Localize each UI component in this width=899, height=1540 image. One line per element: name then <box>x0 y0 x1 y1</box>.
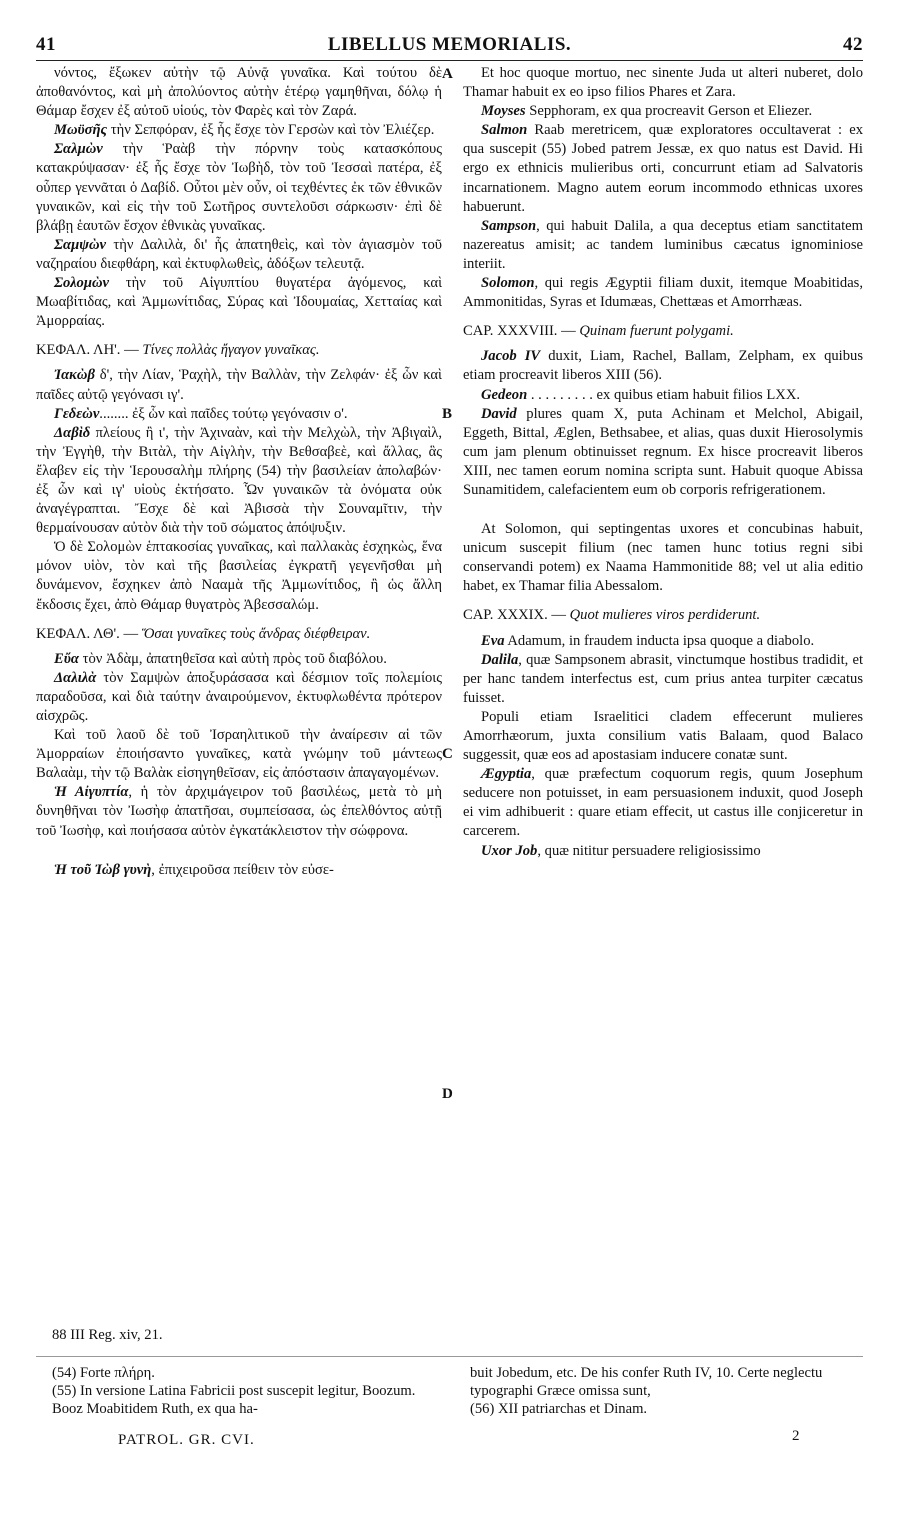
latin-paragraph: Moyses Sepphoram, ex qua procreavit Gerson et Eliezer. <box>481 103 813 120</box>
greek-section-39 <box>36 650 442 880</box>
greek-section-intro <box>36 64 442 331</box>
greek-paragraph: Καὶ τοῦ λαοῦ δὲ τοῦ Ἰσραηλιτικοῦ τὴν ἀναίρεσιν αἱ τῶν Ἀμορραίων ἐποιήσαντο γυναῖκες, κατὰ γνώμην τοῦ μάντεως Βαλαὰμ, τὴν τῷ Βαλὰκ εἰσηγηθεῖσαν, εἰς ἀπόστασιν ἀπαγαγομένων. <box>36 727 442 782</box>
footnote-reference: 88 III Reg. xiv, 21. <box>52 1327 163 1343</box>
signature-left: PATROL. GR. CVI. <box>118 1432 255 1448</box>
note-54: (54) Forte πλήρη. <box>52 1365 155 1381</box>
latin-paragraph: Uxor Job, quæ nititur persuadere religiosissimo <box>481 842 761 859</box>
latin-section-38 <box>463 347 863 596</box>
greek-paragraph: Ἡ τοῦ Ἰὼβ γυνὴ, ἐπιχειροῦσα πείθειν τὸν εὐσε- <box>54 861 334 878</box>
greek-paragraph: Ἡ Αἰγυπτία, ἡ τὸν ἀρχιμάγειρον τοῦ βασιλέως, μετὰ τὸ μὴ δυνηθῆναι τὸν Ἰωσὴφ ἀπατῆσαι, συμπείσασα, ὡς ἐπελθόντος αὐτῇ τοῦ Ἰωσὴφ, καὶ ποιήσασα αὐτὸν ἐγκατάκλειστον τὴν σώφρονα. <box>36 784 442 839</box>
greek-paragraph: Ἰακὼβ δ', τὴν Λίαν, Ῥαχὴλ, τὴν Βαλλὰν, τὴν Ζελφάν· ἐξ ὧν καὶ παῖδες αὐτῷ γεγόνασι ιγ'. <box>36 367 442 403</box>
section-marker-c: C <box>442 746 453 762</box>
latin-section-39 <box>463 632 863 861</box>
greek-section-38 <box>36 366 442 614</box>
note-55-continued: buit Jobedum, etc. De his confer Ruth IV, 10. Certe neglectu typographi Græce omissa sunt, <box>470 1365 823 1399</box>
greek-chapter-heading-38: ΚΕΦΑΛ. ΛΗ'. — Τίνες πολλὰς ἤγαγον γυναῖκας. <box>36 342 320 359</box>
notes-right <box>470 1364 865 1418</box>
latin-paragraph: Populi etiam Israelitici cladem effecerunt mulieres Amorrhæorum, juxta consilium vatis Balaam, quod Balaco suggessit, quæ eos ad apostasiam inducere conatæ sunt. <box>463 708 863 764</box>
latin-section-intro <box>463 64 863 312</box>
running-header <box>36 32 863 58</box>
latin-paragraph: Sampson, qui habuit Dalila, a qua deceptus etiam sanctitatem nazereatus amisit; ac tandem luminibus cæcatus ignominiose interiit. <box>463 217 863 272</box>
greek-paragraph: νόντος, ἔξωκεν αὐτὴν τῷ Αὐνᾷ γυναῖκα. Καὶ τούτου δὲ ἀποθανόντος, καὶ μὴ ἀπολύοντος αὐτὴν ἑτέρῳ γαμηθῆναι, δόλῳ ἡ Θάμαρ ἔσχεν ἐξ αὐτοῦ υἱούς, τὸν Φαρὲς καὶ τὸν Ζαρά. <box>36 65 442 120</box>
latin-paragraph: Jacob IV duxit, Liam, Rachel, Ballam, Zelpham, ex quibus etiam procreavit liberos XIII (56). <box>463 348 864 384</box>
notes-rule <box>36 1356 863 1357</box>
page-number-right: 42 <box>843 34 863 55</box>
greek-chapter-heading-39: ΚΕΦΑΛ. ΛΘ'. — Ὅσαι γυναῖκες τοὺς ἄνδρας διέφθειραν. <box>36 625 371 642</box>
running-title: LIBELLUS MEMORIALIS. <box>327 34 572 55</box>
latin-paragraph: Et hoc quoque mortuo, nec sinente Juda ut alteri nuberet, dolo Thamar habuit ex eo ipso filios Phares et Zara. <box>463 65 863 101</box>
greek-column <box>36 64 442 880</box>
latin-paragraph: David plures quam X, puta Achinam et Melchol, Abigail, Eggeth, Bittal, Æglen, Bethsabee, et alias, quas duxit Hierosolymis cum jam plenum obtinuisset regnum. Ex hisce procreavit liberos XIII, nec tamen eorum nomina scripta sunt. Habuit quoque Abissa Sunamitidem, calefacientem eum ob corporis refrigerationem. <box>463 405 863 498</box>
latin-chapter-heading-38: CAP. XXXVIII. — Quinam fuerunt polygami. <box>463 323 734 340</box>
latin-column <box>463 64 863 861</box>
greek-paragraph: Δαβὶδ πλείους ἢ ι', τὴν Ἀχιναὰν, καὶ τὴν Μελχὼλ, τὴν Ἀβιγαὶλ, τὴν Ἐγγὴθ, τὴν Βιτὰλ, τὴν Αἰγλὴν, τὴν Βεθσαβεὲ, καὶ ἄλλας, ἃς ἔλαβεν εἰς τὴν Ἱερουσαλὴμ πλήρης (54) τὴν βασιλείαν ἀπολαβών· ἐξ ὧν καὶ ιγ' υἱοὺς ἐκτήσατο. Ὧν γυναικῶν τὰ ὀνόματα οὐκ ἀναγέγραπται. Ἔσχε δὲ καὶ Ἀβισσὰ τὴν Σουναμῖτιν, τὴν θερμαίνουσαν αὐτὸν διὰ τὴν τοῦ σώματος ἀπόψυξιν. <box>36 424 442 537</box>
greek-paragraph: Γεδεὼν........ ἐξ ὧν καὶ παῖδες τούτῳ γεγόνασιν ο'. <box>54 405 348 422</box>
greek-paragraph: Εὔα τὸν Ἀδὰμ, ἀπατηθεῖσα καὶ αὐτὴ πρὸς τοῦ διαβόλου. <box>54 650 387 667</box>
header-rule <box>36 60 863 61</box>
signature-right: 2 <box>792 1428 800 1444</box>
section-marker-b: B <box>442 406 453 422</box>
latin-paragraph: Gedeon . . . . . . . . . ex quibus etiam habuit filios LXX. <box>481 386 801 403</box>
latin-paragraph: Salmon Raab meretricem, quæ exploratores occultaverat : ex qua suscepit (55) Jobed patrem Jessæ, ex quo natus est David. Hi ergo ex ethnicis mulieribus orti, concurrunt etiam ad Salvatoris incarnationem. Magno autem eorum incommodo ethnicas uxores habuerunt. <box>463 122 863 215</box>
latin-paragraph: Solomon, qui regis Ægyptii filiam duxit, itemque Moabitidas, Ammonitidas, Syras et Idumæas, Chettæas et Amorrhæas. <box>463 275 863 311</box>
greek-paragraph: Σολομὼν τὴν τοῦ Αἰγυπτίου θυγατέρα ἀγόμενος, καὶ Μωαβίτιδας, καὶ Ἀμμωνίτιδας, Σύρας καὶ Ἰδουμαίας, Χετταίας καὶ Ἀμορραίας. <box>36 275 442 330</box>
note-56: (56) XII patriarchas et Dinam. <box>470 1401 648 1417</box>
latin-paragraph: Dalila, quæ Sampsonem abrasit, vinctumque hostibus tradidit, et per hanc tandem interfectus est, cum prius antea turpiter cæcatus fuisset. <box>463 651 863 706</box>
greek-paragraph: Σαλμὼν τὴν Ῥαὰβ τὴν πόρνην τοὺς κατασκόπους κατακρύψασαν· ἐξ ἧς ἔσχε τὸν Ἰωβὴδ, τὸν τοῦ Ἰεσσαὶ πατέρα, ἐξ οὗπερ γεννᾶται ὁ Δαβίδ. Οὗτοι μὲν οὖν, οἱ τεχθέντες ἐκ τῶν ἐθνικῶν γυναικῶν, καὶ εἰς τὴν τοῦ Σωτῆρος συντελοῦσι σάρκωσιν· ἐπὶ δὲ βλάβῃ ἑαυτῶν ἔσχον ἐθνικὰς γυναῖκας. <box>36 141 442 234</box>
page-number-left: 41 <box>36 34 56 55</box>
greek-paragraph: Μωϋσῆς τὴν Σεπφόραν, ἐξ ἧς ἔσχε τὸν Γερσὼν καὶ τὸν Ἐλιέζερ. <box>54 122 435 139</box>
latin-chapter-heading-39: CAP. XXXIX. — Quot mulieres viros perdiderunt. <box>463 607 761 624</box>
greek-paragraph: Ὁ δὲ Σολομὼν ἑπτακοσίας γυναῖκας, καὶ παλλακὰς ἐσχηκὼς, ἕνα μόνον υἱὸν, τὸν καὶ τῆς βασιλείας ἐγκρατῆ γεγενῆσθαι μὴ δυνάμενον, ἔσχηκεν ἀπὸ Νααμὰ τῆς Ἀμμωνίτιδος, ἢ ὡς ἄλλη ἔκδοσις ἔχει, ἀπὸ Θάμαρ θυγατρὸς Ἀβεσσαλώμ. <box>36 539 442 613</box>
greek-paragraph: Σαμψὼν τὴν Δαλιλὰ, δι' ἧς ἀπατηθεὶς, καὶ τὸν ἁγιασμὸν τοῦ ναζηραίου διεφθάρη, καὶ ἐκτυφλωθεὶς, ἀδόξων τελευτᾷ. <box>36 236 442 272</box>
section-marker-a: A <box>442 66 453 82</box>
latin-paragraph: Ægyptia, quæ præfectum coquorum regis, quum Josephum seducere non potuisset, in eam persuasionem induxit, quod Joseph ei vim adhibuerit : quare etiam effecit, ut castus ille conjiceretur in carcerem. <box>463 766 863 840</box>
notes-left <box>52 1364 447 1418</box>
latin-paragraph: Eva Adamum, in fraudem inducta ipsa quoque a diabolo. <box>481 632 815 649</box>
latin-paragraph: At Solomon, qui septingentas uxores et concubinas habuit, unicum suscepit filium (nec tamen hunc totius regni sibi conservandi potem) ex Naama Hammonitide 88; vel ut alia editio habet, ex Thamar filia Abessalom. <box>463 521 863 595</box>
note-55: (55) In versione Latina Fabricii post suscepit legitur, Boozum. Booz Moabitidem Ruth, ex qua ha- <box>52 1383 416 1417</box>
greek-paragraph: Δαλιλὰ τὸν Σαμψὼν ἀποξυράσασα καὶ δέσμιον τοῖς πολεμίοις παραδοῦσα, καὶ διὰ ταύτην ἀναιρούμενον, ἐκτυφλωθέντα πρότερον αἰσχρῶς. <box>36 669 442 724</box>
section-marker-d: D <box>442 1086 453 1102</box>
